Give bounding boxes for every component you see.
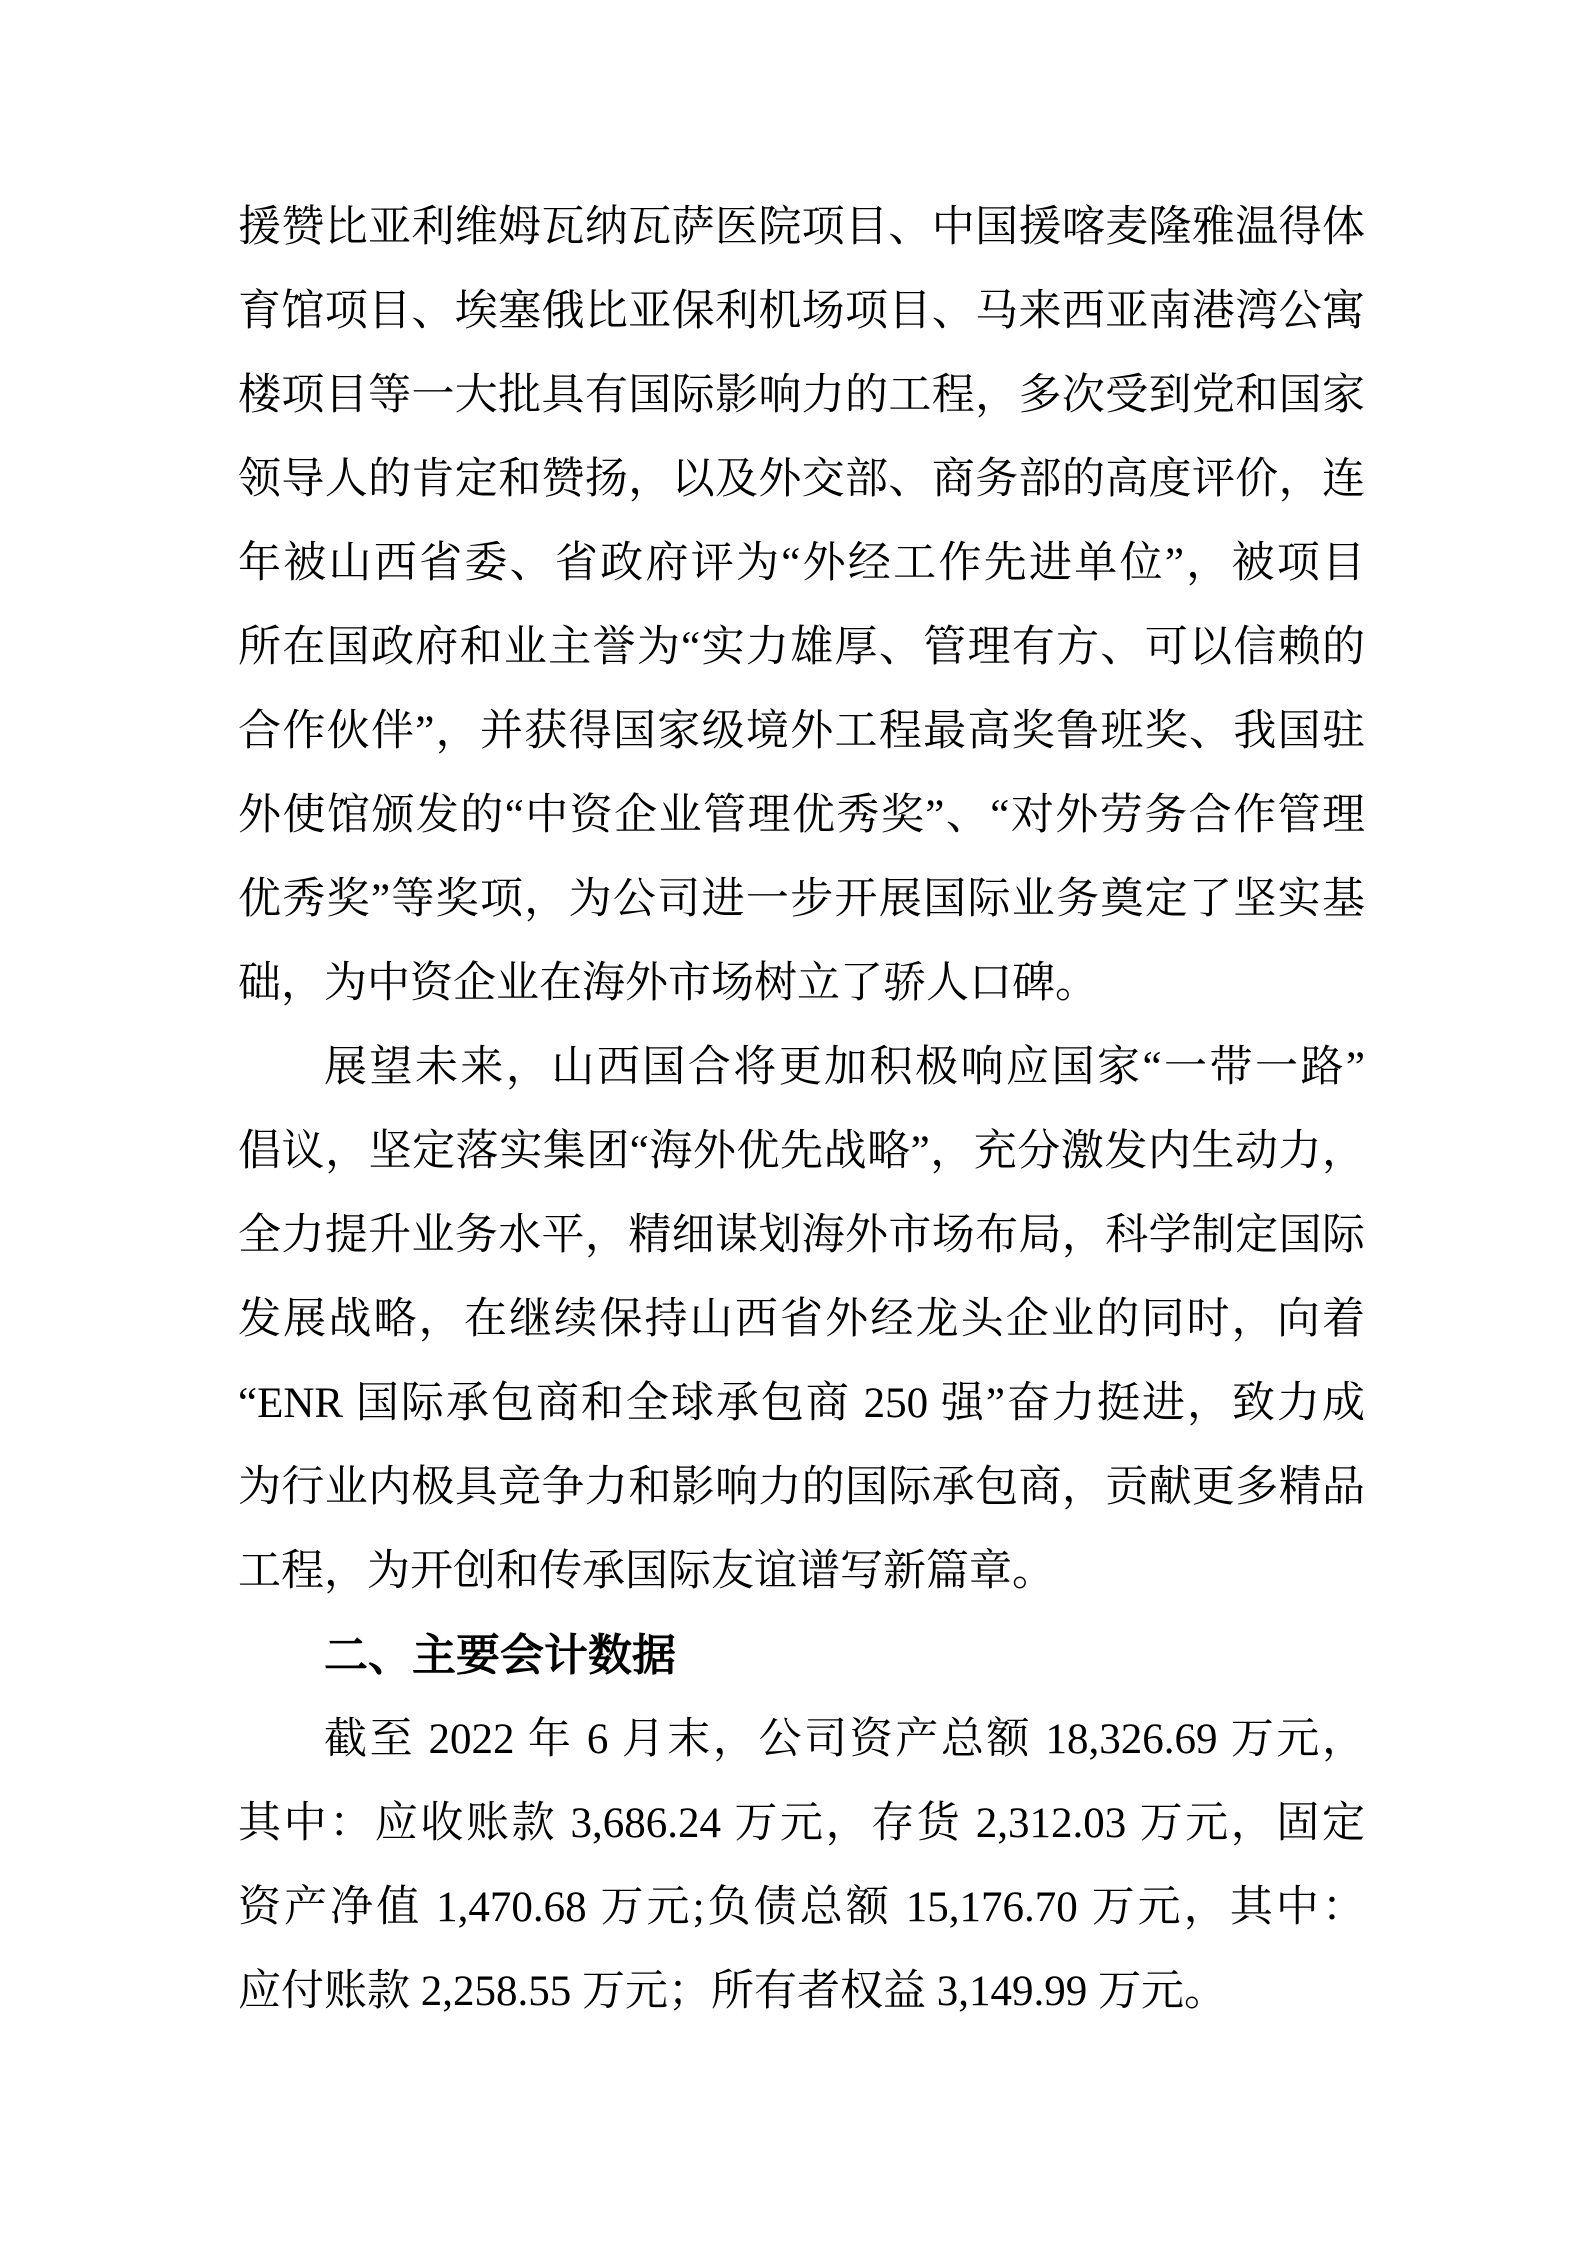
paragraph-line: 倡议，坚定落实集团“海外优先战略”，充分激发内生动力， <box>238 1128 1365 1175</box>
paragraph-line: 年被山西省委、省政府评为“外经工作先进单位”，被项目 <box>238 540 1365 587</box>
paragraph-line: 其中：应收账款 3,686.24 万元，存货 2,312.03 万元，固定 <box>238 1800 1365 1847</box>
paragraph-line: “ENR 国际承包商和全球承包商 250 强”奋力挺进，致力成 <box>238 1380 1365 1427</box>
paragraph-last-line: 工程，为开创和传承国际友谊谱写新篇章。 <box>238 1548 1055 1595</box>
paragraph-line: 育馆项目、埃塞俄比亚保利机场项目、马来西亚南港湾公寓 <box>238 288 1365 335</box>
paragraph-line: 外使馆颁发的“中资企业管理优秀奖”、“对外劳务合作管理 <box>238 792 1365 839</box>
paragraph-line: 全力提升业务水平，精细谋划海外市场布局，科学制定国际 <box>238 1212 1365 1259</box>
paragraph-first-line: 展望未来，山西国合将更加积极响应国家“一带一路” <box>324 1044 1365 1091</box>
paragraph-line: 资产净值 1,470.68 万元;负债总额 15,176.70 万元，其中： <box>238 1884 1365 1931</box>
paragraph-line: 合作伙伴”，并获得国家级境外工程最高奖鲁班奖、我国驻 <box>238 708 1365 755</box>
paragraph-last-line: 应付账款 2,258.55 万元；所有者权益 3,149.99 万元。 <box>238 1968 1227 2015</box>
paragraph-first-line: 截至 2022 年 6 月末，公司资产总额 18,326.69 万元， <box>324 1716 1365 1763</box>
paragraph-line: 楼项目等一大批具有国际影响力的工程，多次受到党和国家 <box>238 372 1365 419</box>
paragraph-line: 发展战略，在继续保持山西省外经龙头企业的同时，向着 <box>238 1296 1365 1343</box>
document-text-block <box>238 186 1365 2034</box>
section-heading: 二、主要会计数据 <box>324 1631 676 1680</box>
paragraph-last-line: 础，为中资企业在海外市场树立了骄人口碑。 <box>238 960 1098 1007</box>
paragraph-line: 为行业内极具竞争力和影响力的国际承包商，贡献更多精品 <box>238 1464 1365 1511</box>
paragraph-line: 优秀奖”等奖项，为公司进一步开展国际业务奠定了坚实基 <box>238 876 1365 923</box>
paragraph-line: 所在国政府和业主誉为“实力雄厚、管理有方、可以信赖的 <box>238 624 1365 671</box>
paragraph-line: 援赞比亚利维姆瓦纳瓦萨医院项目、中国援喀麦隆雅温得体 <box>238 204 1365 251</box>
paragraph-line: 领导人的肯定和赞扬，以及外交部、商务部的高度评价，连 <box>238 456 1365 503</box>
